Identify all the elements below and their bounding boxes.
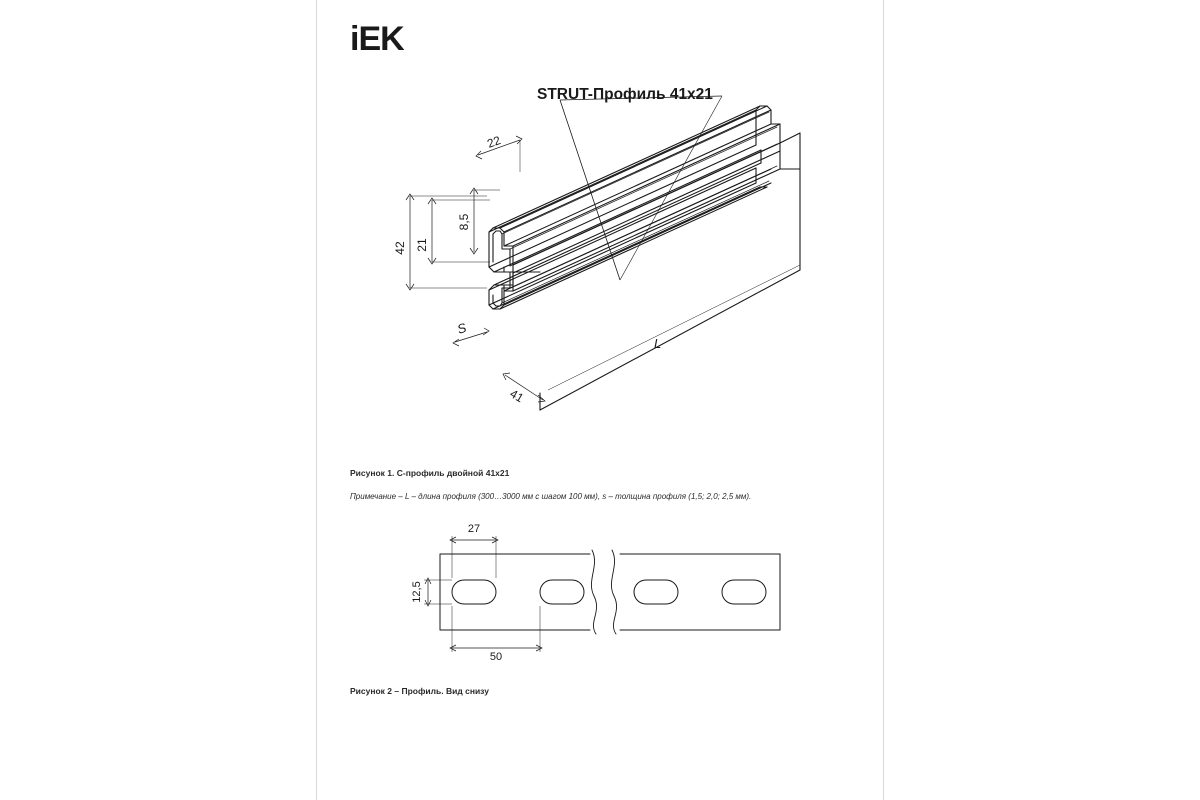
dim-22: 22 <box>485 133 503 151</box>
figure2-caption: Рисунок 2 – Профиль. Вид снизу <box>350 686 489 696</box>
dim-50: 50 <box>489 651 503 663</box>
dim-21: 21 <box>415 238 429 252</box>
slot <box>452 580 496 604</box>
slot <box>540 580 584 604</box>
dim-41: 41 <box>507 386 527 406</box>
dim-l: L <box>654 336 662 351</box>
figure1-caption: Рисунок 1. С-профиль двойной 41x21 <box>350 468 510 478</box>
dim-125: 12,5 <box>411 581 423 603</box>
dim-27: 27 <box>467 523 481 535</box>
drawing-title: STRUT-Профиль 41x21 <box>537 86 713 103</box>
dim-s: S <box>455 319 469 337</box>
dim-42: 42 <box>393 241 407 255</box>
brand-logo: iEK <box>350 20 404 58</box>
slot <box>722 580 766 604</box>
slot <box>634 580 678 604</box>
dim-85: 8,5 <box>457 213 471 231</box>
figure1-note: Примечание – L – длина профиля (300…3000 мм с шагом 100 мм), s – толщина профиля (1,5; 2,0; 2,5 мм). <box>350 492 752 501</box>
